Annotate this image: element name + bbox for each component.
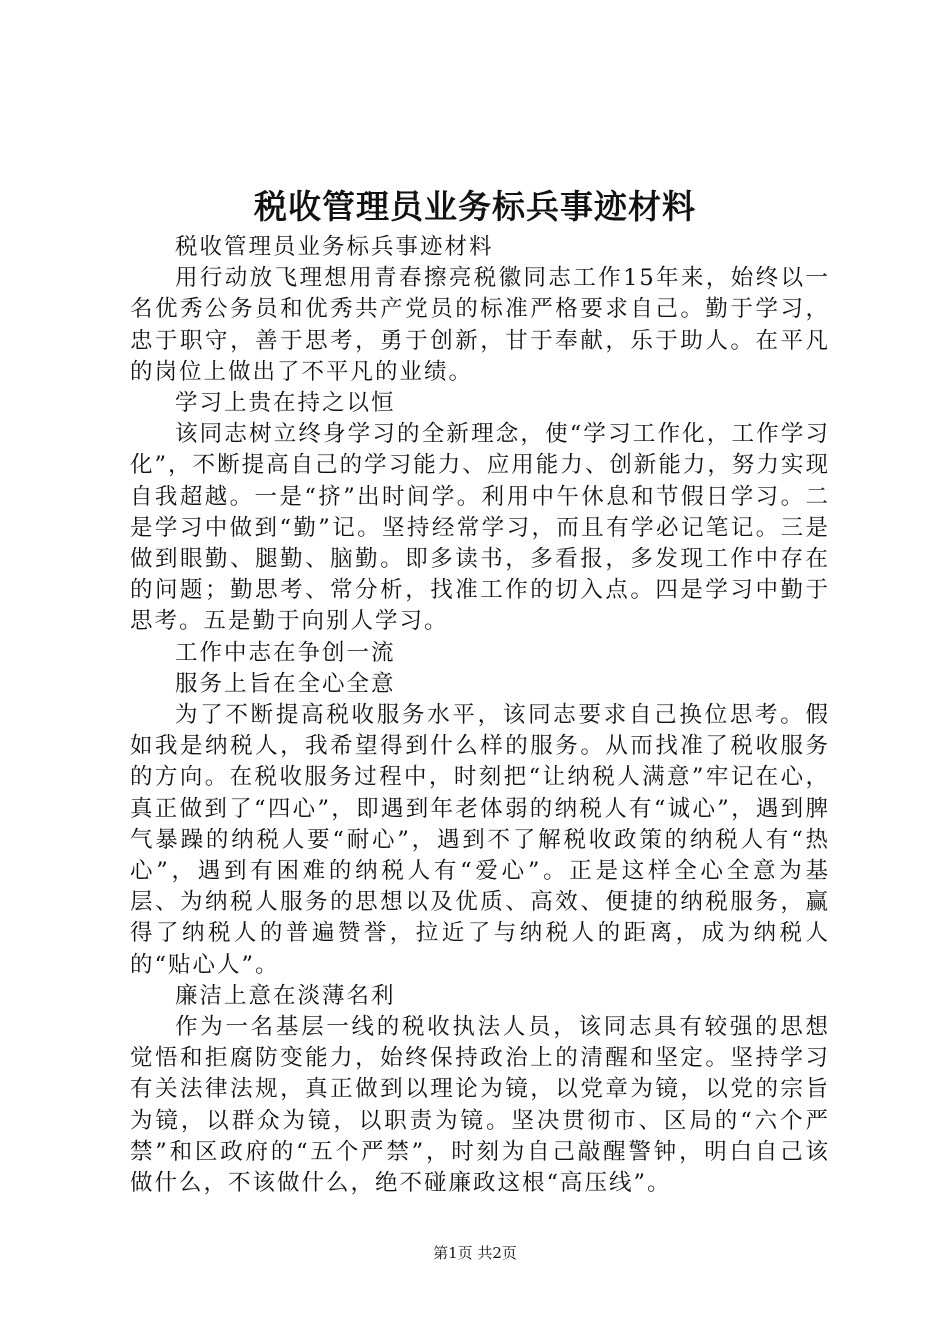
section-heading-work: 工作中志在争创一流 <box>175 639 396 666</box>
document-body <box>130 232 830 1199</box>
paragraph-service: 为了不断提高税收服务水平，该同志要求自己换位思考。假如我是纳税人，我希望得到什么样的服务。从而找准了税收服务的方向。在税收服务过程中，时刻把“让纳税人满意”牢记在心，真正做到了“四心”，即遇到年老体弱的纳税人有“诚心”，遇到脾气暴躁的纳税人要“耐心”，遇到不了解税收政策的纳税人有“热心”，遇到有困难的纳税人有“爱心”。正是这样全心全意为基层、为纳税人服务的思想以及优质、高效、便捷的纳税服务，赢得了纳税人的普遍赞誉，拉近了与纳税人的距离，成为纳税人的“贴心人”。 <box>130 702 830 978</box>
page-number-footer: 第1页 共2页 <box>433 1244 517 1262</box>
section-heading-study: 学习上贵在持之以恒 <box>175 390 396 417</box>
document-title: 税收管理员业务标兵事迹材料 <box>254 187 696 226</box>
section-heading-integrity: 廉洁上意在淡薄名利 <box>175 982 396 1009</box>
section-heading-service: 服务上旨在全心全意 <box>175 670 396 697</box>
paragraph-intro: 用行动放飞理想用青春擦亮税徽同志工作15年来，始终以一名优秀公务员和优秀共产党员的标准严格要求自己。勤于学习，忠于职守，善于思考，勇于创新，甘于奉献，乐于助人。在平凡的岗位上做出了不平凡的业绩。 <box>130 265 830 385</box>
paragraph-study: 该同志树立终身学习的全新理念，使“学习工作化，工作学习化”，不断提高自己的学习能力、应用能力、创新能力，努力实现自我超越。一是“挤”出时间学。利用中午休息和节假日学习。二是学习中做到“勤”记。坚持经常学习，而且有学必记笔记。三是做到眼勤、腿勤、脑勤。即多读书，多看报，多发现工作中存在的问题；勤思考、常分析，找准工作的切入点。四是学习中勤于思考。五是勤于向别人学习。 <box>130 421 830 635</box>
paragraph-integrity: 作为一名基层一线的税收执法人员，该同志具有较强的思想觉悟和拒腐防变能力，始终保持政治上的清醒和坚定。坚持学习有关法律法规，真正做到以理论为镜，以党章为镜，以党的宗旨为镜，以群众为镜，以职责为镜。坚决贯彻市、区局的“六个严禁”和区政府的“五个严禁”，时刻为自己敲醒警钟，明白自己该做什么，不该做什么，绝不碰廉政这根“高压线”。 <box>130 1014 830 1197</box>
paragraph-subtitle: 税收管理员业务标兵事迹材料 <box>175 234 494 260</box>
